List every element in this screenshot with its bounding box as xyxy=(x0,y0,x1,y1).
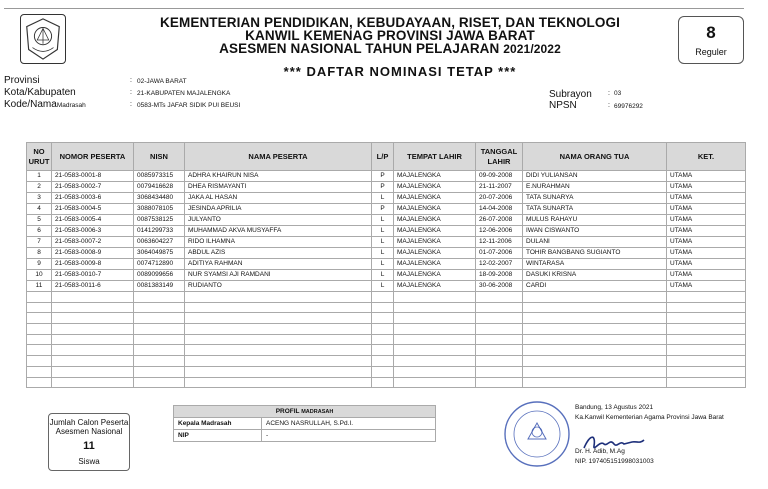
empty-cell xyxy=(476,324,523,335)
empty-cell xyxy=(476,302,523,313)
cell-no-urut: 7 xyxy=(27,237,52,248)
empty-cell xyxy=(134,377,185,388)
empty-cell xyxy=(52,334,134,345)
cell-nama-peserta: NUR SYAMSI AJI RAMDANI xyxy=(185,270,372,281)
cell-ket: UTAMA xyxy=(667,226,746,237)
cell-nisn: 0079416628 xyxy=(134,182,185,193)
madrasah-profile-table xyxy=(173,405,436,442)
kepala-value: ACENG NASRULLAH, S.Pd.I. xyxy=(262,418,436,430)
kode-label: Kode/Nama xyxy=(4,99,57,110)
empty-cell xyxy=(476,313,523,324)
cell-no-urut: 8 xyxy=(27,248,52,259)
cell-nama-peserta: JULYANTO xyxy=(185,215,372,226)
empty-cell xyxy=(523,302,667,313)
cell-ket: UTAMA xyxy=(667,248,746,259)
cell-lp: P xyxy=(372,204,394,215)
empty-cell xyxy=(476,356,523,367)
cell-no-urut: 9 xyxy=(27,259,52,270)
kode-label-small: Madrasah xyxy=(56,102,86,109)
count-unit: Siswa xyxy=(78,457,100,466)
title-year: 2021/2022 xyxy=(503,42,561,56)
cell-tanggal-lahir: 12-02-2007 xyxy=(476,259,523,270)
cell-nomor-peserta: 21-0583-0011-6 xyxy=(52,281,134,292)
empty-cell xyxy=(523,366,667,377)
cell-nama-orang-tua: MULUS RAHAYU xyxy=(523,215,667,226)
kota-value: 21-KABUPATEN MAJALENGKA xyxy=(137,90,231,97)
cell-lp: L xyxy=(372,226,394,237)
empty-cell xyxy=(394,356,476,367)
count-label-line2: Asesmen Nasional xyxy=(55,427,123,436)
list-subtitle: *** DAFTAR NOMINASI TETAP *** xyxy=(283,64,517,79)
cell-lp: L xyxy=(372,248,394,259)
sign-place-date: Bandung, 13 Agustus 2021 xyxy=(575,404,654,411)
cell-tanggal-lahir: 26-07-2008 xyxy=(476,215,523,226)
empty-cell xyxy=(523,377,667,388)
kota-label: Kota/Kabupaten xyxy=(4,87,76,98)
cell-lp: P xyxy=(372,182,394,193)
cell-nama-orang-tua: DULANI xyxy=(523,237,667,248)
header-lp: L/P xyxy=(372,143,394,171)
cell-nisn: 0074712890 xyxy=(134,259,185,270)
empty-cell xyxy=(185,324,372,335)
empty-cell xyxy=(394,366,476,377)
cell-nama-peserta: ADITIYA RAHMAN xyxy=(185,259,372,270)
table-row xyxy=(27,237,746,248)
empty-cell xyxy=(394,313,476,324)
sign-nip: NIP. 197405151998031003 xyxy=(575,458,654,465)
empty-table-row xyxy=(27,292,746,303)
empty-cell xyxy=(667,302,746,313)
cell-tanggal-lahir: 01-07-2006 xyxy=(476,248,523,259)
cell-ket: UTAMA xyxy=(667,215,746,226)
cell-lp: L xyxy=(372,215,394,226)
cell-nomor-peserta: 21-0583-0003-6 xyxy=(52,193,134,204)
cell-tempat-lahir: MAJALENGKA xyxy=(394,270,476,281)
npsn-label: NPSN xyxy=(549,100,577,111)
empty-cell xyxy=(667,324,746,335)
cell-lp: L xyxy=(372,281,394,292)
empty-cell xyxy=(394,324,476,335)
cell-no-urut: 3 xyxy=(27,193,52,204)
cell-lp: L xyxy=(372,259,394,270)
empty-cell xyxy=(52,292,134,303)
cell-nisn: 3068434480 xyxy=(134,193,185,204)
cell-tempat-lahir: MAJALENGKA xyxy=(394,215,476,226)
kota-colon: : xyxy=(130,89,132,96)
cell-tempat-lahir: MAJALENGKA xyxy=(394,237,476,248)
empty-cell xyxy=(27,324,52,335)
empty-cell xyxy=(476,345,523,356)
cell-nama-peserta: MUHAMMAD AKVA MUSYAFFA xyxy=(185,226,372,237)
cell-tempat-lahir: MAJALENGKA xyxy=(394,182,476,193)
empty-cell xyxy=(667,345,746,356)
empty-cell xyxy=(185,356,372,367)
empty-cell xyxy=(185,302,372,313)
table-row xyxy=(27,215,746,226)
header-nomor-peserta: NOMOR PESERTA xyxy=(52,143,134,171)
empty-cell xyxy=(667,377,746,388)
cell-tempat-lahir: MAJALENGKA xyxy=(394,204,476,215)
cell-tanggal-lahir: 30-06-2008 xyxy=(476,281,523,292)
empty-cell xyxy=(134,324,185,335)
cell-nomor-peserta: 21-0583-0004-5 xyxy=(52,204,134,215)
empty-cell xyxy=(394,292,476,303)
empty-cell xyxy=(372,356,394,367)
cell-no-urut: 2 xyxy=(27,182,52,193)
subrayon-colon: : xyxy=(608,90,610,97)
cell-nisn: 0085973315 xyxy=(134,171,185,182)
empty-cell xyxy=(27,377,52,388)
cell-lp: P xyxy=(372,171,394,182)
empty-cell xyxy=(372,345,394,356)
count-label-line1: Jumlah Calon Peserta xyxy=(49,418,129,427)
empty-table-row xyxy=(27,313,746,324)
table-header-row xyxy=(27,143,746,171)
header-nama-orang-tua: NAMA ORANG TUA xyxy=(523,143,667,171)
cell-nomor-peserta: 21-0583-0009-8 xyxy=(52,259,134,270)
empty-cell xyxy=(523,345,667,356)
provinsi-value: 02-JAWA BARAT xyxy=(137,78,187,85)
empty-cell xyxy=(185,313,372,324)
cell-tempat-lahir: MAJALENGKA xyxy=(394,281,476,292)
cell-nisn: 0089099656 xyxy=(134,270,185,281)
cell-no-urut: 5 xyxy=(27,215,52,226)
cell-nisn: 0081383149 xyxy=(134,281,185,292)
empty-cell xyxy=(372,366,394,377)
npsn-colon: : xyxy=(608,102,610,109)
cell-lp: L xyxy=(372,270,394,281)
cell-lp: L xyxy=(372,237,394,248)
empty-cell xyxy=(394,302,476,313)
emblem-icon xyxy=(21,15,65,63)
cell-nama-orang-tua: TATA SUNARTA xyxy=(523,204,667,215)
official-stamp-icon xyxy=(502,399,572,469)
empty-cell xyxy=(52,356,134,367)
cell-tanggal-lahir: 14-04-2008 xyxy=(476,204,523,215)
empty-cell xyxy=(372,334,394,345)
cell-tempat-lahir: MAJALENGKA xyxy=(394,248,476,259)
cell-ket: UTAMA xyxy=(667,204,746,215)
cell-tempat-lahir: MAJALENGKA xyxy=(394,259,476,270)
empty-cell xyxy=(134,334,185,345)
empty-cell xyxy=(185,292,372,303)
table-row xyxy=(27,248,746,259)
cell-ket: UTAMA xyxy=(667,182,746,193)
empty-cell xyxy=(185,345,372,356)
cell-tempat-lahir: MAJALENGKA xyxy=(394,193,476,204)
table-row xyxy=(27,193,746,204)
empty-cell xyxy=(372,292,394,303)
cell-nisn: 3088078105 xyxy=(134,204,185,215)
empty-cell xyxy=(27,292,52,303)
cell-ket: UTAMA xyxy=(667,171,746,182)
participant-count-box xyxy=(48,413,130,471)
empty-cell xyxy=(52,377,134,388)
empty-cell xyxy=(134,302,185,313)
empty-cell xyxy=(27,313,52,324)
empty-cell xyxy=(134,292,185,303)
provinsi-label: Provinsi xyxy=(4,75,40,86)
empty-cell xyxy=(476,334,523,345)
empty-cell xyxy=(185,377,372,388)
profile-header-row xyxy=(174,406,436,418)
empty-cell xyxy=(667,334,746,345)
ministry-emblem-logo xyxy=(20,14,66,64)
empty-cell xyxy=(667,292,746,303)
cell-nama-orang-tua: DASUKI KRISNA xyxy=(523,270,667,281)
header-nisn: NISN xyxy=(134,143,185,171)
cell-nama-peserta: ADHRA KHAIRUN NISA xyxy=(185,171,372,182)
empty-cell xyxy=(52,345,134,356)
empty-cell xyxy=(52,366,134,377)
empty-cell xyxy=(27,345,52,356)
cell-nomor-peserta: 21-0583-0002-7 xyxy=(52,182,134,193)
sign-spacer xyxy=(575,423,724,447)
cell-nama-orang-tua: TOHIR BANGBANG SUGIANTO xyxy=(523,248,667,259)
sign-role: Ka.Kanwil Kementerian Agama Provinsi Jawa Barat xyxy=(575,414,724,421)
empty-cell xyxy=(667,356,746,367)
empty-cell xyxy=(185,366,372,377)
cell-nama-orang-tua: DIDI YULIANSAN xyxy=(523,171,667,182)
sign-name: Dr. H. Adib, M.Ag xyxy=(575,448,625,455)
subrayon-value: 03 xyxy=(614,90,622,97)
empty-table-row xyxy=(27,366,746,377)
empty-cell xyxy=(372,313,394,324)
table-row xyxy=(27,171,746,182)
cell-nomor-peserta: 21-0583-0001-8 xyxy=(52,171,134,182)
empty-cell xyxy=(523,292,667,303)
cell-nomor-peserta: 21-0583-0006-3 xyxy=(52,226,134,237)
empty-cell xyxy=(52,313,134,324)
empty-cell xyxy=(52,324,134,335)
empty-table-row xyxy=(27,302,746,313)
empty-cell xyxy=(523,356,667,367)
nominee-table xyxy=(26,142,746,388)
cell-ket: UTAMA xyxy=(667,259,746,270)
empty-table-row xyxy=(27,377,746,388)
empty-cell xyxy=(134,356,185,367)
cell-nama-peserta: RUDIANTO xyxy=(185,281,372,292)
table-row xyxy=(27,204,746,215)
kode-label-row xyxy=(4,99,86,110)
empty-cell xyxy=(372,302,394,313)
cell-nomor-peserta: 21-0583-0010-7 xyxy=(52,270,134,281)
cell-tempat-lahir: MAJALENGKA xyxy=(394,171,476,182)
empty-table-row xyxy=(27,334,746,345)
nip-value: - xyxy=(262,430,436,442)
cell-ket: UTAMA xyxy=(667,270,746,281)
npsn-value: 69976292 xyxy=(614,103,643,110)
cell-nama-orang-tua: TATA SUNARYA xyxy=(523,193,667,204)
cell-ket: UTAMA xyxy=(667,193,746,204)
cell-nomor-peserta: 21-0583-0007-2 xyxy=(52,237,134,248)
cell-nisn: 0087538125 xyxy=(134,215,185,226)
table-body xyxy=(27,171,746,388)
title-asesmen-text: ASESMEN NASIONAL TAHUN PELAJARAN xyxy=(219,41,500,56)
empty-cell xyxy=(27,302,52,313)
kode-colon: : xyxy=(130,101,132,108)
empty-cell xyxy=(134,366,185,377)
empty-cell xyxy=(134,345,185,356)
cell-no-urut: 10 xyxy=(27,270,52,281)
cell-nama-orang-tua: E.NURAHMAN xyxy=(523,182,667,193)
cell-tanggal-lahir: 18-09-2008 xyxy=(476,270,523,281)
cell-nama-peserta: JESINDA APRILIA xyxy=(185,204,372,215)
empty-cell xyxy=(52,302,134,313)
empty-table-row xyxy=(27,356,746,367)
title-line-ministry: KEMENTERIAN PENDIDIKAN, KEBUDAYAAN, RISET, DAN TEKNOLOGI xyxy=(160,15,620,30)
empty-cell xyxy=(667,366,746,377)
profile-row-nip xyxy=(174,430,436,442)
top-border-line xyxy=(4,8,744,10)
cell-ket: UTAMA xyxy=(667,281,746,292)
empty-cell xyxy=(523,313,667,324)
profile-row-kepala xyxy=(174,418,436,430)
header-tanggal-lahir: TANGGAL LAHIR xyxy=(476,143,523,171)
cell-nisn: 3064049875 xyxy=(134,248,185,259)
header-ket: KET. xyxy=(667,143,746,171)
cell-ket: UTAMA xyxy=(667,237,746,248)
kepala-label: Kepala Madrasah xyxy=(174,418,262,430)
header-no-urut: NO URUT xyxy=(27,143,52,171)
table-row xyxy=(27,259,746,270)
provinsi-colon: : xyxy=(130,77,132,84)
empty-cell xyxy=(476,366,523,377)
cell-no-urut: 4 xyxy=(27,204,52,215)
cell-nama-peserta: DHEA RISMAYANTI xyxy=(185,182,372,193)
subrayon-label: Subrayon xyxy=(549,89,592,100)
cell-no-urut: 11 xyxy=(27,281,52,292)
empty-cell xyxy=(372,324,394,335)
profile-title-small: MADRASAH xyxy=(301,409,334,415)
cell-nisn: 0141299733 xyxy=(134,226,185,237)
empty-cell xyxy=(27,356,52,367)
empty-table-row xyxy=(27,345,746,356)
badge-label: Reguler xyxy=(695,47,727,57)
profile-title-text: PROFIL xyxy=(275,408,300,415)
cell-tanggal-lahir: 12-11-2006 xyxy=(476,237,523,248)
empty-cell xyxy=(523,324,667,335)
empty-cell xyxy=(134,313,185,324)
empty-cell xyxy=(185,334,372,345)
cell-lp: L xyxy=(372,193,394,204)
cell-nama-orang-tua: IWAN CISWANTO xyxy=(523,226,667,237)
cell-nomor-peserta: 21-0583-0005-4 xyxy=(52,215,134,226)
table-row xyxy=(27,226,746,237)
cell-nama-orang-tua: WINTARASA xyxy=(523,259,667,270)
empty-cell xyxy=(394,377,476,388)
empty-cell xyxy=(523,334,667,345)
cell-tanggal-lahir: 21-11-2007 xyxy=(476,182,523,193)
cell-tanggal-lahir: 09-09-2008 xyxy=(476,171,523,182)
cell-nama-peserta: RIDO ILHAMNA xyxy=(185,237,372,248)
cell-nomor-peserta: 21-0583-0008-9 xyxy=(52,248,134,259)
cell-no-urut: 6 xyxy=(27,226,52,237)
signature-block xyxy=(575,403,724,467)
table-row xyxy=(27,182,746,193)
empty-table-row xyxy=(27,324,746,335)
document-title xyxy=(150,16,630,56)
nip-label: NIP xyxy=(174,430,262,442)
table-row xyxy=(27,270,746,281)
header-tempat-lahir: TEMPAT LAHIR xyxy=(394,143,476,171)
empty-cell xyxy=(394,334,476,345)
title-line-asesmen xyxy=(150,42,630,56)
cell-nama-peserta: ABDUL AZIS xyxy=(185,248,372,259)
kode-value: 0583-MTs JAFAR SIDIK PUI BEUSI xyxy=(137,102,241,109)
count-value: 11 xyxy=(83,440,95,452)
empty-cell xyxy=(476,377,523,388)
cell-nisn: 0063604227 xyxy=(134,237,185,248)
badge-number: 8 xyxy=(706,23,716,42)
title-line-kanwil: KANWIL KEMENAG PROVINSI JAWA BARAT xyxy=(245,28,535,43)
empty-cell xyxy=(27,334,52,345)
cell-no-urut: 1 xyxy=(27,171,52,182)
empty-cell xyxy=(667,313,746,324)
cell-nama-orang-tua: CARDI xyxy=(523,281,667,292)
sheet-number-badge xyxy=(678,16,744,64)
table-row xyxy=(27,281,746,292)
empty-cell xyxy=(476,292,523,303)
cell-tempat-lahir: MAJALENGKA xyxy=(394,226,476,237)
header-nama-peserta: NAMA PESERTA xyxy=(185,143,372,171)
cell-tanggal-lahir: 12-06-2006 xyxy=(476,226,523,237)
profile-title xyxy=(174,406,436,418)
empty-cell xyxy=(27,366,52,377)
empty-cell xyxy=(394,345,476,356)
empty-cell xyxy=(372,377,394,388)
cell-nama-peserta: JAKA AL HASAN xyxy=(185,193,372,204)
cell-tanggal-lahir: 20-07-2006 xyxy=(476,193,523,204)
